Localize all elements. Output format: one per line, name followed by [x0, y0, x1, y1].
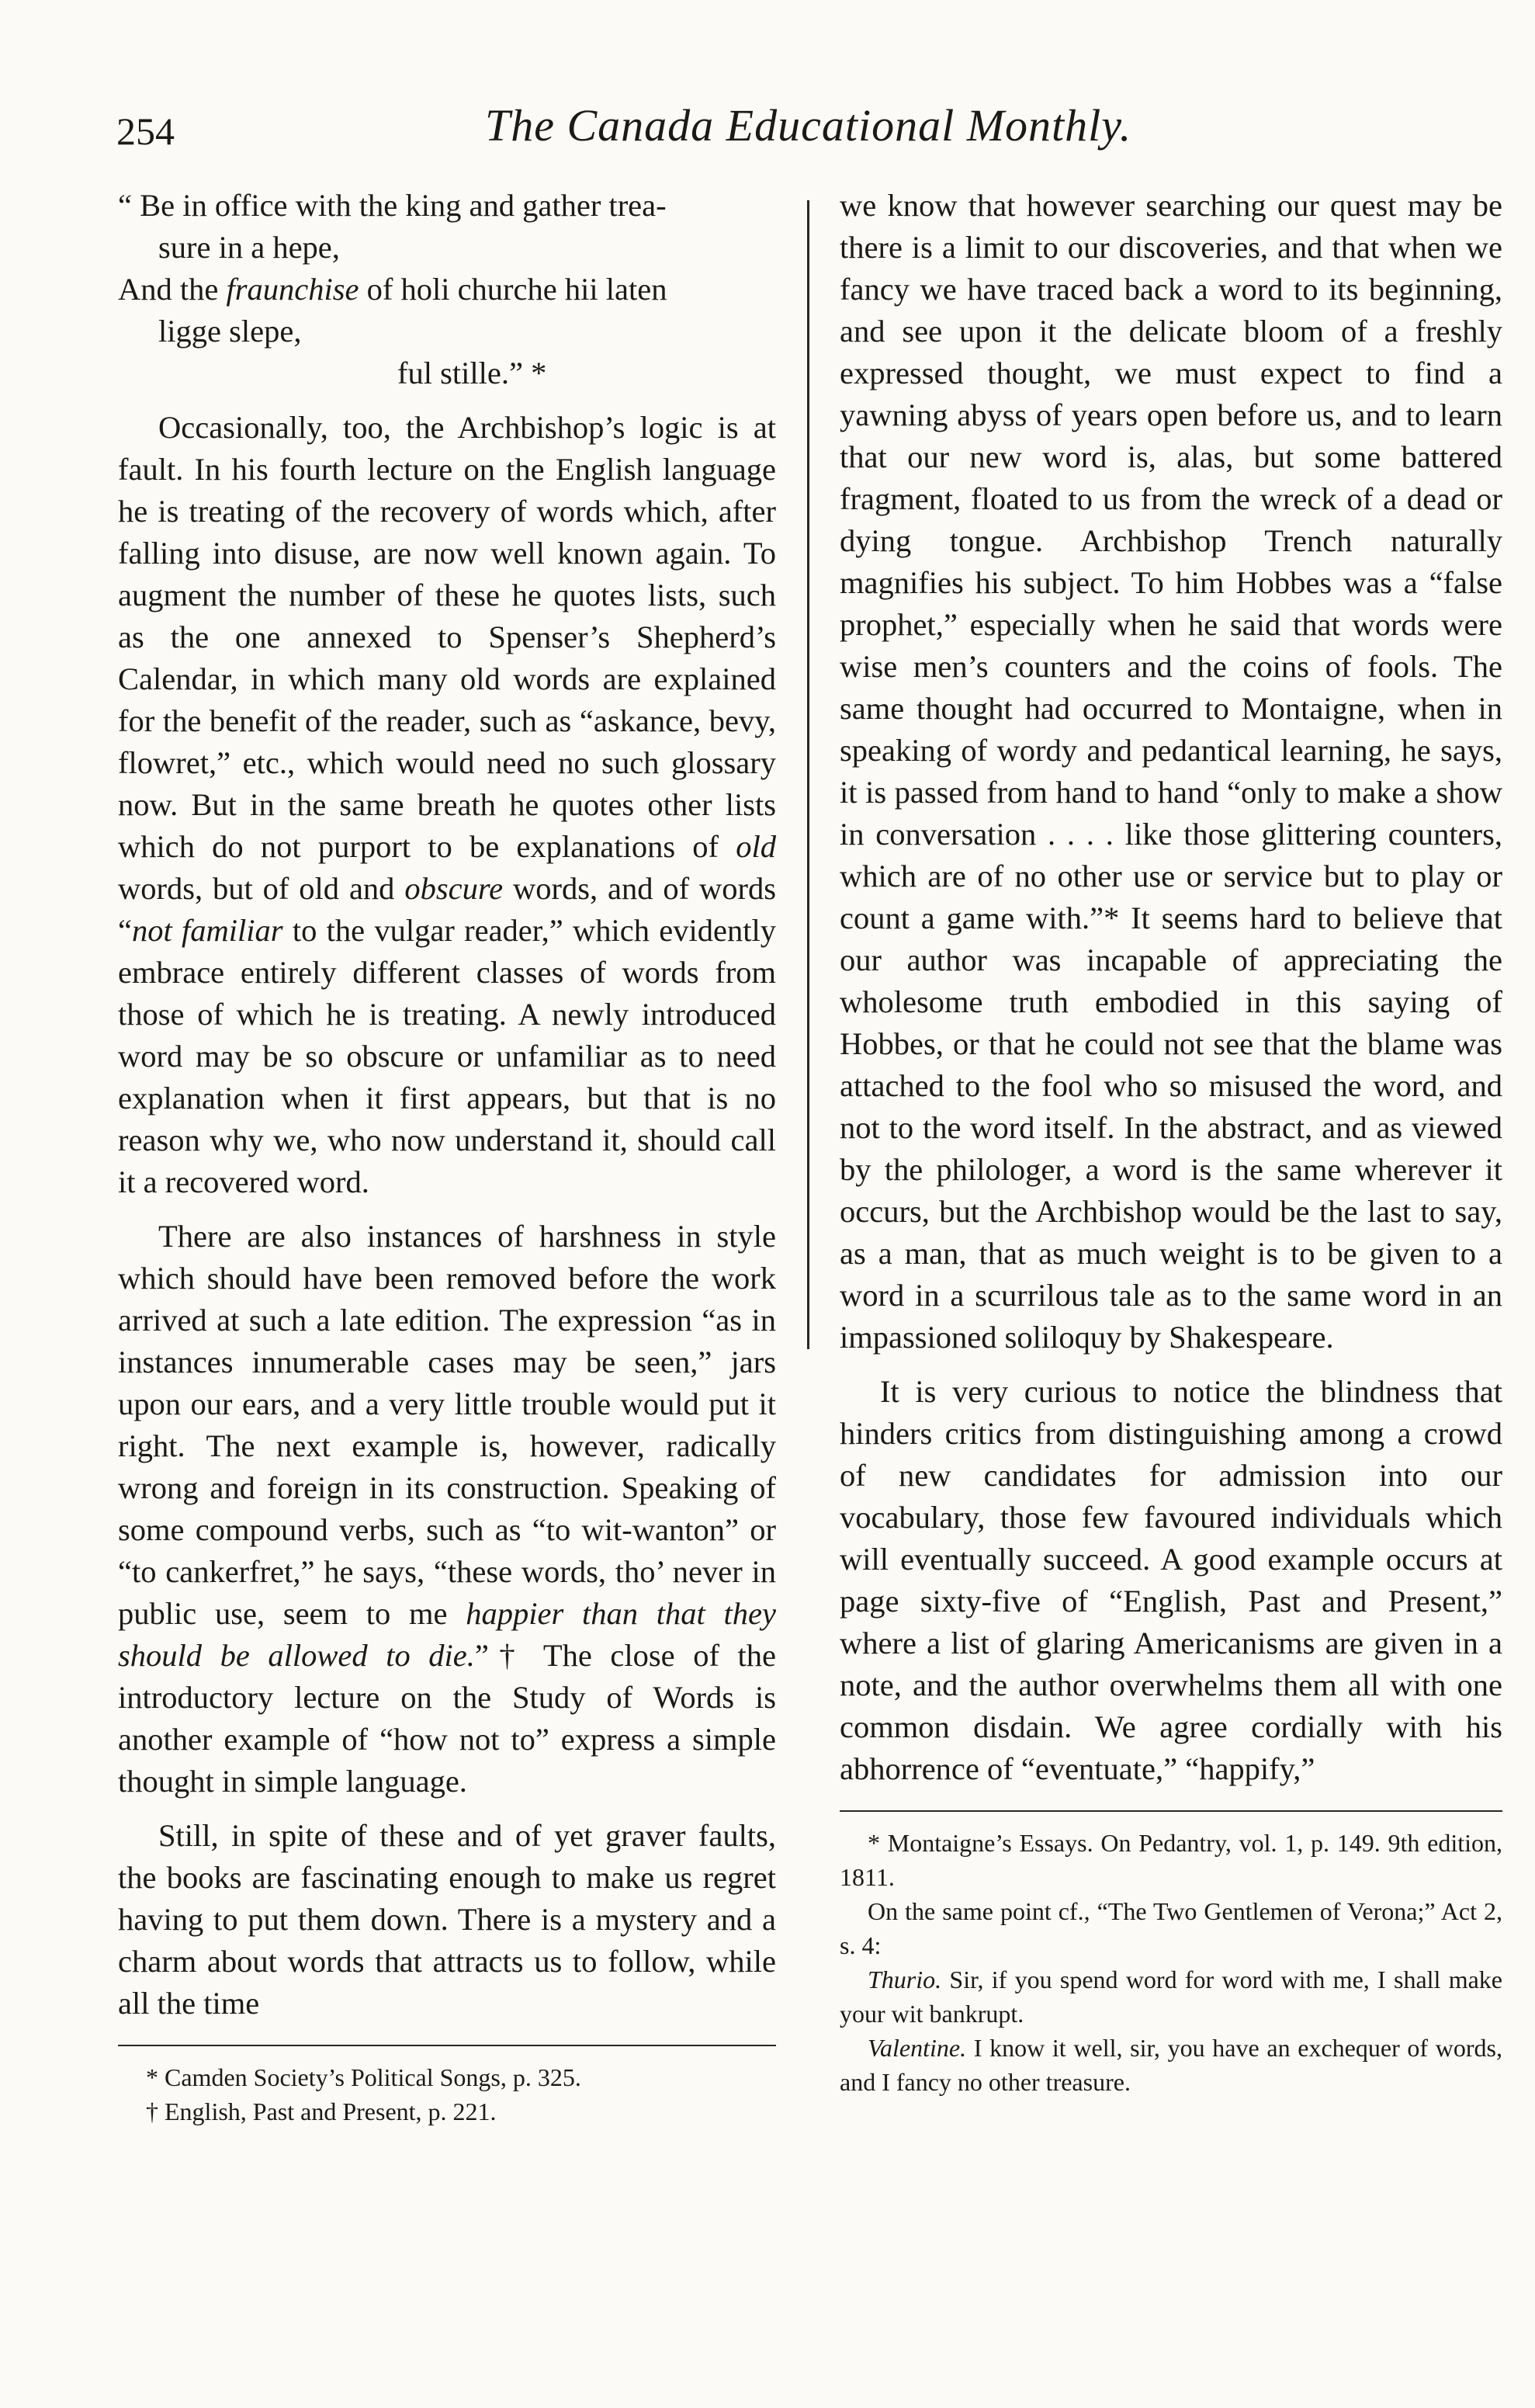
footnote: On the same point cf., “The Two Gentlemen of Verona;” Act 2, s. 4:: [840, 1897, 1502, 1959]
paragraph: It is very curious to notice the blindness that hinders critics from distinguishing among a crowd of new candidates for admission into our vocabulary, those few favoured individuals which will eventually succeed. A good example occurs at page sixty-five of “English, Past and Present,” where a list of glaring Americanisms are given in a note, and the author overwhelms them all with one common disdain. We agree cordially with his abhorrence of “eventuate,” “happify,”: [840, 1374, 1502, 1786]
footnotes: [840, 1826, 1502, 2099]
column-divider: [807, 200, 809, 1349]
footnote: * Camden Society’s Political Songs, p. 325.: [146, 2063, 581, 2091]
paragraph: Still, in spite of these and of yet graver faults, the books are fascinating enough to make us regret having to put them down. There is a mystery and a charm about words that attracts us to follow, while all the time: [118, 1818, 776, 2021]
footnote-rule: [840, 1810, 1502, 1812]
verse-line: ful stille.” *: [397, 356, 547, 390]
footnote: * Montaigne’s Essays. On Pedantry, vol. 1, p. 149. 9th edition, 1811.: [840, 1829, 1502, 1891]
verse-quotation: [118, 185, 776, 394]
footnote: † English, Past and Present, p. 221.: [146, 2097, 497, 2125]
verse-line: sure in a hepe,: [158, 230, 340, 265]
page-number: 254: [116, 109, 175, 153]
paragraph: Occasionally, too, the Archbishop’s logic is at fault. In his fourth lecture on the English language he is treating of the recovery of words which, after falling into disuse, are now well known again. To augment the number of these he quotes lists, such as the one annexed to Spenser’s Shepherd’s Calendar, in which many old words are explained for the benefit of the reader, such as “askance, bevy, flowret,” etc., which would need no such glossary now. But in the same breath he quotes other lists which do not purport to be explanations of old words, but of old and obscure words, and of words “not familiar to the vulgar reader,” which evidently embrace entirely different classes of words from those of which he is treating. A newly introduced word may be so obscure or unfamiliar as to need explanation when it first appears, but that is no reason why we, who now understand it, should call it a recovered word.: [118, 410, 776, 1199]
footnote-rule: [118, 2045, 776, 2046]
left-column: [118, 185, 776, 2129]
running-title: The Canada Educational Monthly.: [485, 100, 1132, 151]
paragraph: There are also instances of harshness in style which should have been removed before the work arrived at such a late edition. The expression “as in instances innumerable cases may be seen,” jars upon our ears, and a very little trouble would put it right. The next example is, however, radically wrong and foreign in its construction. Speaking of some compound verbs, such as “to wit-wanton” or “to cankerfret,” he says, “these words, tho’ never in public use, seem to me happier than that they should be allowed to die.”† The close of the introductory lecture on the Study of Words is another example of “how not to” express a simple thought in simple language.: [118, 1219, 777, 1799]
verse-line: “ Be in office with the king and gather trea-: [118, 188, 667, 223]
footnote: Valentine. I know it well, sir, you have an exchequer of words, and I fancy no other treasure.: [840, 2034, 1502, 2096]
verse-line: And the fraunchise of holi churche hii laten: [118, 272, 667, 307]
verse-line: ligge slepe,: [158, 314, 302, 349]
right-column: [840, 185, 1502, 2099]
paragraph: we know that however searching our quest may be there is a limit to our discoveries, and that when we fancy we have traced back a word to its beginning, and see upon it the delicate bloom of a freshly expressed thought, we must expect to find a yawning abyss of years open before us, and to learn that our new word is, alas, but some battered fragment, floated to us from the wreck of a dead or dying tongue. Archbishop Trench naturally magnifies his subject. To him Hobbes was a “false prophet,” especially when he said that words were wise men’s counters and the coins of fools. The same thought had occurred to Montaigne, when in speaking of wordy and pedantical learning, he says, it is passed from hand to hand “only to make a show in conversation . . . . like those glittering counters, which are of no other use or service but to play or count a game with.”* It seems hard to believe that our author was incapable of appreciating the wholesome truth embodied in this saying of Hobbes, or that he could not see that the blame was attached to the fool who so misused the word, and not to the word itself. In the abstract, and as viewed by the philologer, a word is the same wherever it occurs, but the Archbishop would be the last to say, as a man, that as much weight is to be given to a word in a scurrilous tale as to the same word in an impassioned soliloquy by Shakespeare.: [840, 188, 1502, 1355]
footnote: Thurio. Sir, if you spend word for word with me, I shall make your wit bankrupt.: [840, 1966, 1502, 2028]
footnotes: [118, 2060, 776, 2129]
